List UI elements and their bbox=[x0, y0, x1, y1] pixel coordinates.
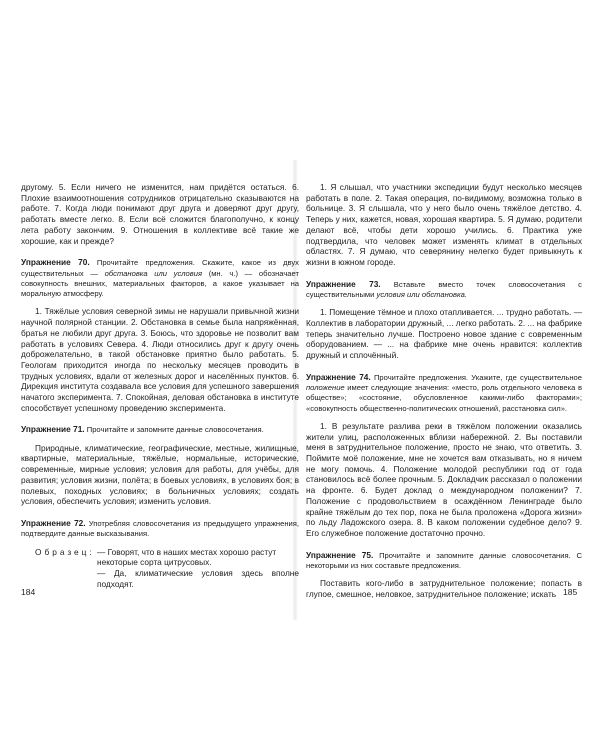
exercise-70-label: Упражнение 70. bbox=[21, 257, 90, 268]
exercise-70-body: 1. Тяжёлые условия северной зимы не нарушали привычной жизни научной полярной станции. 2. Обстановка в семье была напряжённая, братья не любили друг друга. 3. Боюсь, что здоровье не позволит вам работать в условиях Севера. 4. Люди относились друг к другу очень доброжелательно, в такой обстановке приятно было работать. 5. Геологам приходится иногда по нескольку месяцев проводить в трудных условиях, вдали от железных дорог и населённых пунктов. 6. Дирекция института создавала все условия для успешного завершения начатого эксперимента. 7. Спокойная, деловая обстановка в институте способствует успешному проведению эксперимента. bbox=[21, 306, 299, 413]
exercise-75-text: Прочитайте и запомните данные словосочетания. С некоторыми из них составьте предложения. bbox=[306, 550, 582, 570]
left-intro-paragraph: другому. 5. Если ничего не изменится, нам придётся остаться. 6. Плохие взаимоотношения сотрудников отрицательно сказываются на работе. 7. Когда люди понимают друг друга и доверяют друг другу, работать вместе легко. 8. Если всё сложится благополучно, к концу лета работу закончим. 9. Отношения в коллективе всё такие же хорошие, как и прежде? bbox=[21, 182, 299, 246]
exercise-73-text-a: Вставьте вместо точек словосочетания с существительными bbox=[306, 279, 582, 299]
exercise-74-text-b: имеет следующие значения: «место, роль отдельного человека в обществе»; «состояние, обусловленное какими-либо факторами»; «совокупность общественно-политических отношений, расстановка сил». bbox=[306, 383, 582, 413]
exercise-72-text: Употребляя словосочетания из предыдущего упражнения, подтвердите данные высказывания. bbox=[21, 518, 299, 539]
exercise-73-or: или bbox=[407, 289, 420, 299]
exercise-70-text-a: Прочитайте предложения. Скажите, какое из двух существительных — bbox=[21, 258, 299, 278]
exercise-75-label: Упражнение 75. bbox=[306, 549, 374, 560]
exercise-70-term-2: условия bbox=[173, 268, 203, 278]
exercise-74-term-1: положение bbox=[306, 383, 345, 393]
exercise-73-heading bbox=[306, 279, 582, 301]
exercise-70-term-1: обстановка bbox=[104, 268, 148, 278]
exercise-70-or: или bbox=[154, 268, 167, 278]
exercise-73-label: Упражнение 73. bbox=[306, 278, 381, 289]
sample-block bbox=[21, 547, 299, 590]
exercise-71-heading bbox=[21, 424, 299, 435]
exercise-74-body: 1. В результате разлива реки в тяжёлом положении оказались жители улиц, расположенных вблизи набережной. 2. Вы поставили меня в затруднительное положение, просто не знаю, что ответить. 3. Поймите моё положение, мне не хочется вам отказывать, но я ничем не могу помочь. 4. Положение молодой республики год от года становилось всё более прочным. 5. Докладчик рассказал о положении на фронте. 6. Будет доклад о международном положении? 7. Положение с продовольствием в осаждённом Ленинграде было крайне тяжёлым до тех пор, пока не была проложена «Дорога жизни» по льду Ладожского озера. 8. В каком положении судебное дело? 9. Его служебное положение достаточно прочно. bbox=[306, 420, 582, 538]
exercise-75-body: Поставить кого-либо в затруднительное положение; попасть в глупое, смешное, неловкое, затруднительное положение; искать bbox=[306, 578, 582, 599]
exercise-71-text: Прочитайте и запомните данные словосочетания. bbox=[86, 425, 264, 435]
exercise-74-heading bbox=[306, 372, 582, 414]
exercise-73-term-1: условия bbox=[376, 289, 405, 299]
sample-label: Образец: bbox=[35, 546, 95, 557]
right-page-number: 185 bbox=[563, 587, 578, 597]
exercise-72-label: Упражнение 72. bbox=[21, 517, 86, 528]
exercise-74-label: Упражнение 74. bbox=[306, 371, 371, 382]
right-intro-paragraph: 1. Я слышал, что участники экспедиции будут несколько месяцев работать в поле. 2. Такая операция, по-видимому, возможна только в больнице. 3. Я слышала, что у него было очень тяжёлое детство. 4. Теперь у них, кажется, новая, хорошая квартира. 5. Я думаю, родители делают всё, чтобы дети хорошо учились. 6. Практика уже подтвердила, что человек может изменять климат в отдельных областях. 7. Я думаю, что северянину нелегко будет привыкнуть к жизни в южном городе. bbox=[306, 182, 582, 267]
sample-line-3: — Да, климатические условия здесь вполне подходят. bbox=[97, 567, 299, 589]
exercise-70-heading bbox=[21, 257, 299, 299]
left-page-number: 184 bbox=[21, 587, 36, 597]
left-page bbox=[21, 182, 299, 589]
exercise-72-heading bbox=[21, 518, 299, 540]
exercise-71-label: Упражнение 71. bbox=[21, 424, 85, 435]
exercise-74-text-a: Прочитайте предложения. Укажите, где существительное bbox=[373, 372, 582, 382]
exercise-73-body: 1. Помещение тёмное и плохо отапливается. ... трудно работать. — Коллектив в лаборатории дружный, ... легко работать. 2. ... на фабрике теперь значительно лучше. Построено новое здание с современным оборудованием. — ... на фабрике мне очень нравится: коллектив дружный и сплочённый. bbox=[306, 307, 582, 361]
right-page bbox=[306, 182, 582, 600]
exercise-71-body: Природные, климатические, географические, местные, жилищные, квартирные, материальные, тяжёлые, нормальные, исторические, современные, мирные условия; условия для работы, для учёбы, для развития; условия жизни, полёта; в боевых условиях, в условиях боя; в полевых, походных условиях; в больничных условиях; создать условия, обеспечить условия; изменить условия. bbox=[21, 442, 299, 507]
sample-line-1-text: — Говорят, что в наших местах хорошо растут bbox=[97, 546, 277, 557]
exercise-70-text-b: (мн. ч.) — обозначает совокупность внешних, материальных факторов, а какое указывает на моральную атмосферу. bbox=[21, 268, 299, 299]
exercise-73-term-2: обстановка. bbox=[421, 289, 467, 299]
exercise-75-heading bbox=[306, 550, 582, 572]
sample-line-1 bbox=[35, 547, 299, 558]
sample-line-2: некоторые сорта цитрусовых. bbox=[97, 557, 212, 568]
